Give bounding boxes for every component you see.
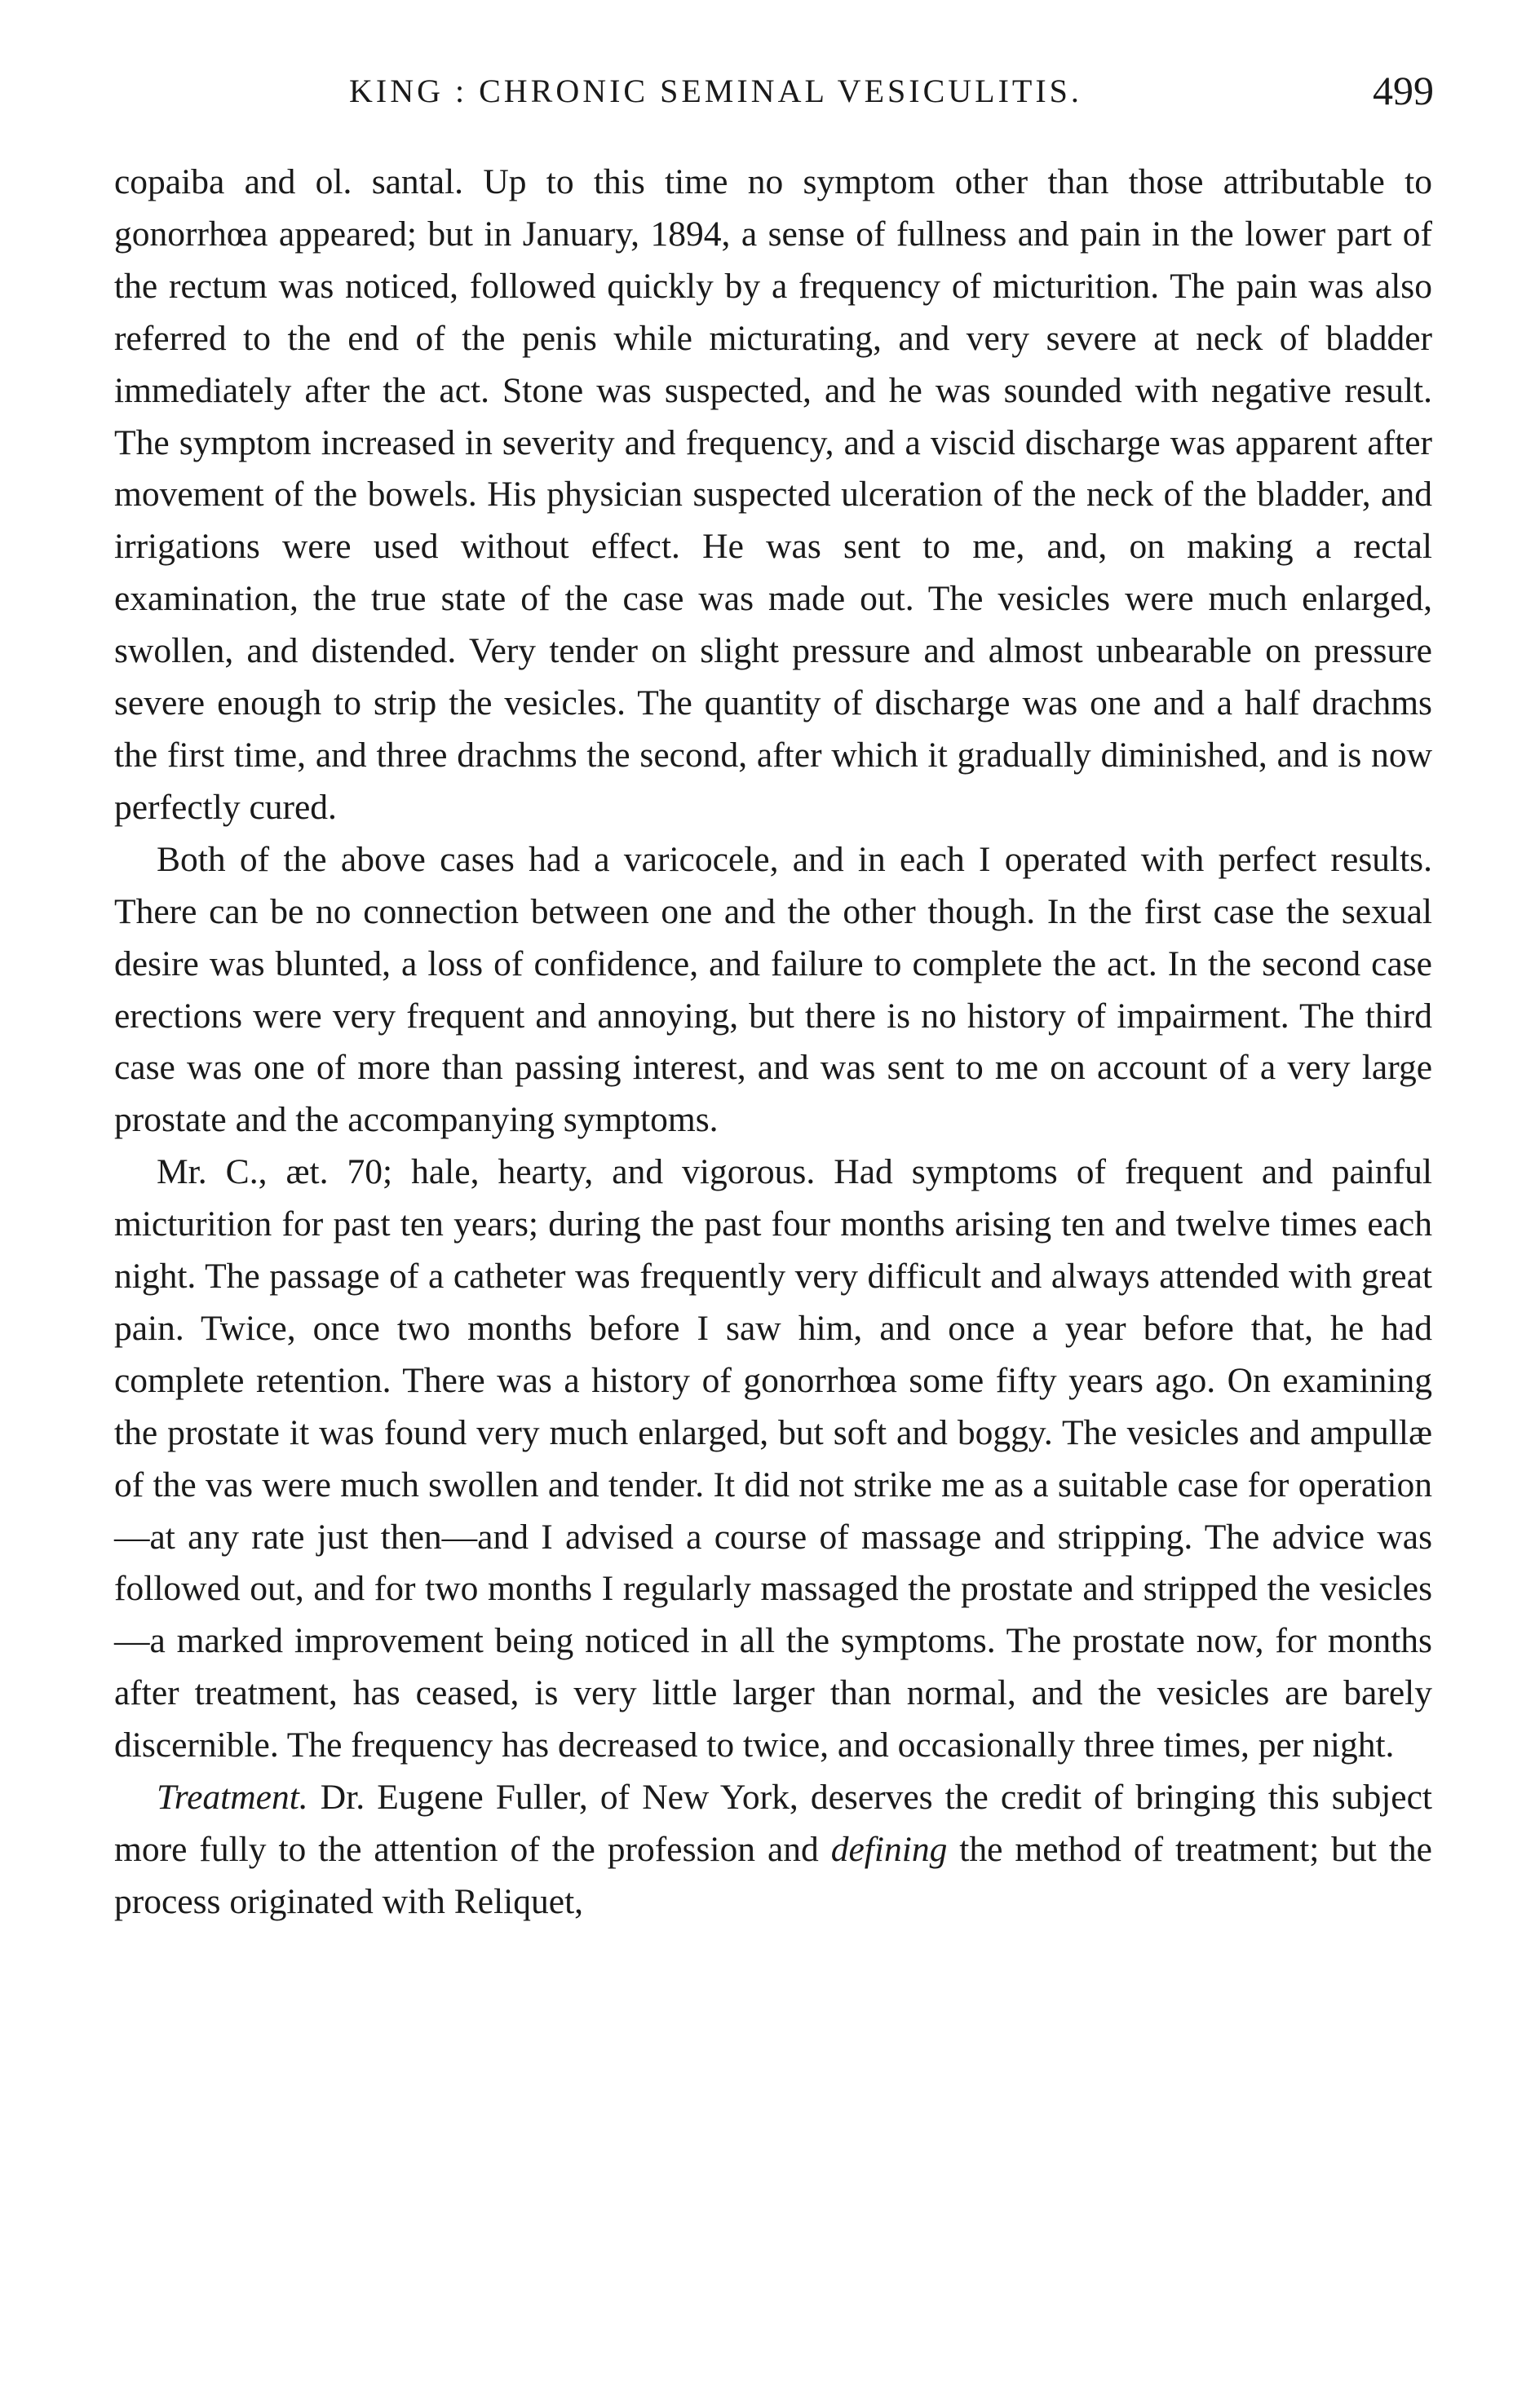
- treatment-heading: Treatment.: [157, 1778, 308, 1818]
- page-number: 499: [1373, 68, 1434, 113]
- body-text: [114, 157, 1432, 1929]
- running-title: KING : CHRONIC SEMINAL VESICULITIS.: [349, 73, 1082, 109]
- treatment-text-part-2: the method of treatment; but the process originated with Reliquet,: [114, 1830, 1432, 1921]
- paragraph-varicocele-cases: Both of the above cases had a varicocele, and in each I operated with perfect results. There can be no connection between one and the other though. In the first case the sexual desire was blunted, a loss of confidence, and failure to complete the act. In the second case erections were very frequent and annoying, but there is no history of impairment. The third case was one of more than passing interest, and was sent to me on account of a very large prostate and the accompanying symptoms.: [114, 839, 1432, 1140]
- paragraph-case-mr-c: Mr. C., æt. 70; hale, hearty, and vigorous. Had symptoms of frequent and painful micturition for past ten years; during the past four months arising ten and twelve times each night. The passage of a catheter was frequently very difficult and always attended with great pain. Twice, once two months before I saw him, and once a year before that, he had complete retention. There was a history of gonorrhœa some fifty years ago. On examining the prostate it was found very much enlarged, but soft and boggy. The vesicles and ampullæ of the vas were much swollen and tender. It did not strike me as a suitable case for operation—at any rate just then—and I advised a course of massage and stripping. The advice was followed out, and for two months I regularly massaged the prostate and stripped the vesicles—a marked improvement being noticed in all the symptoms. The prostate now, for months after treatment, has ceased, is very little larger than normal, and the vesicles are barely discernible. The frequency has decreased to twice, and occasionally three times, per night.: [114, 1152, 1432, 1765]
- treatment-emphasis: defining: [830, 1830, 948, 1869]
- running-head: [113, 64, 1434, 129]
- paragraph-case-continuation: copaiba and ol. santal. Up to this time no symptom other than those attributable to gonorrhœa appeared; but in January, 1894, a sense of fullness and pain in the lower part of the rectum was noticed, followed quickly by a frequency of micturition. The pain was also referred to the end of the penis while micturating, and very severe at neck of bladder immediately after the act. Stone was suspected, and he was sounded with negative result. The symptom increased in severity and frequency, and a viscid discharge was apparent after movement of the bowels. His physician suspected ulceration of the neck of the bladder, and irrigations were used without effect. He was sent to me, and, on making a rectal examination, the true state of the case was made out. The vesicles were much enlarged, swollen, and distended. Very tender on slight pressure and almost unbearable on pressure severe enough to strip the vesicles. The quantity of discharge was one and a half drachms the first time, and three drachms the second, after which it gradually diminished, and is now perfectly cured.: [114, 162, 1432, 827]
- paragraph-treatment: [114, 1772, 1432, 1929]
- treatment-text-part-1: Dr. Eugene Fuller, of New York, deserves the credit of bringing this subject more fully to the attention of the profession and: [114, 1778, 1432, 1869]
